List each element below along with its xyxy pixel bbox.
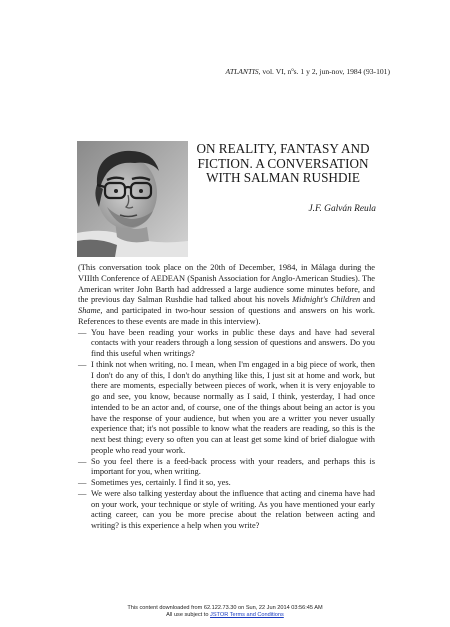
title-line: FICTION. A CONVERSATION [197,155,369,171]
journal-citation [225,67,390,76]
article-body [78,263,375,532]
interview-text: We were also talking yesterday about the influence that acting and cinema have had on your work, your technique or style of writing. As you have mentioned your early acting career, can you be more precise about the relation between acting and writing? is this experience a help when you write? [91,488,375,530]
dash-marker: — [78,359,87,369]
citation-details: vol. VI, nºs. 1 y 2, jun-nov, 1984 (93-101) [260,67,390,76]
author-name: J.F. Galván Reula [308,204,376,214]
intro-text: , and participated in two-hour session of questions and answers on his work. References to these events are made in this interview). [78,306,375,326]
intro-paragraph [78,263,375,328]
terms-notice [0,612,450,618]
interview-text: I think not when writing, no. I mean, when I'm engaged in a big piece of work, then I don't do any of this, I don't do anything like this, I just sit at home and work, but there are moments, especially between pieces of work, when it is very enjoyable to go and see, you know, because normally as I said, I think, yesterday, I had once intended to be an actor and, of course, one of the things about being an actor is you have the response of your audience, but when you are a writter you never usually experience that; it's not possible to know what the readers are reading, so this is the next best thing; every so often you can at least get some kind of brief dialogue with people who read your work. [91,359,375,455]
novel-title: Shame [78,306,101,315]
dash-marker: — [78,478,87,487]
intro-text: and [360,295,376,305]
dash-marker: — [78,488,87,498]
interview-paragraph [78,457,375,479]
title-line: WITH SALMAN RUSHDIE [206,170,360,186]
novel-title: Midnight's Children [292,295,361,305]
journal-name: ATLANTIS, [225,67,261,76]
interview-paragraph [78,489,375,532]
download-notice: This content downloaded from 62.122.73.30 on Sun, 22 Jun 2014 03:56:45 AM [127,605,323,611]
dash-marker: — [78,327,87,337]
interview-paragraph [78,478,375,489]
jstor-terms-link[interactable]: JSTOR Terms and Conditions [210,612,284,618]
article-title [186,142,380,186]
terms-prefix: All use subject to [166,612,211,618]
interview-text: You have been reading your works in public these days and have had several contacts with your readers through a long session of questions and answers. Do you find this useful when writings? [91,327,375,358]
title-line: ON REALITY, FANTASY AND [196,141,370,156]
dash-marker: — [78,456,87,466]
interview-text: So you feel there is a feed-back process with your readers, and perhaps this is important for you, when writing. [91,456,375,477]
interview-paragraph [78,360,375,457]
interview-text: Sometimes yes, certainly. I find it so, yes. [91,478,231,487]
interview-paragraph [78,328,375,360]
intro-text: (This conversation took place on the 20th of December, 1984, in Málaga during the VIIIth Conference of AEDEAN (Spanish Association for Anglo-American Studies). The American writer John Barth had addressed a large audience some minutes before, and the previous day Salman Rushdie had talked about his novels [78,263,375,305]
author-photo [77,141,188,257]
